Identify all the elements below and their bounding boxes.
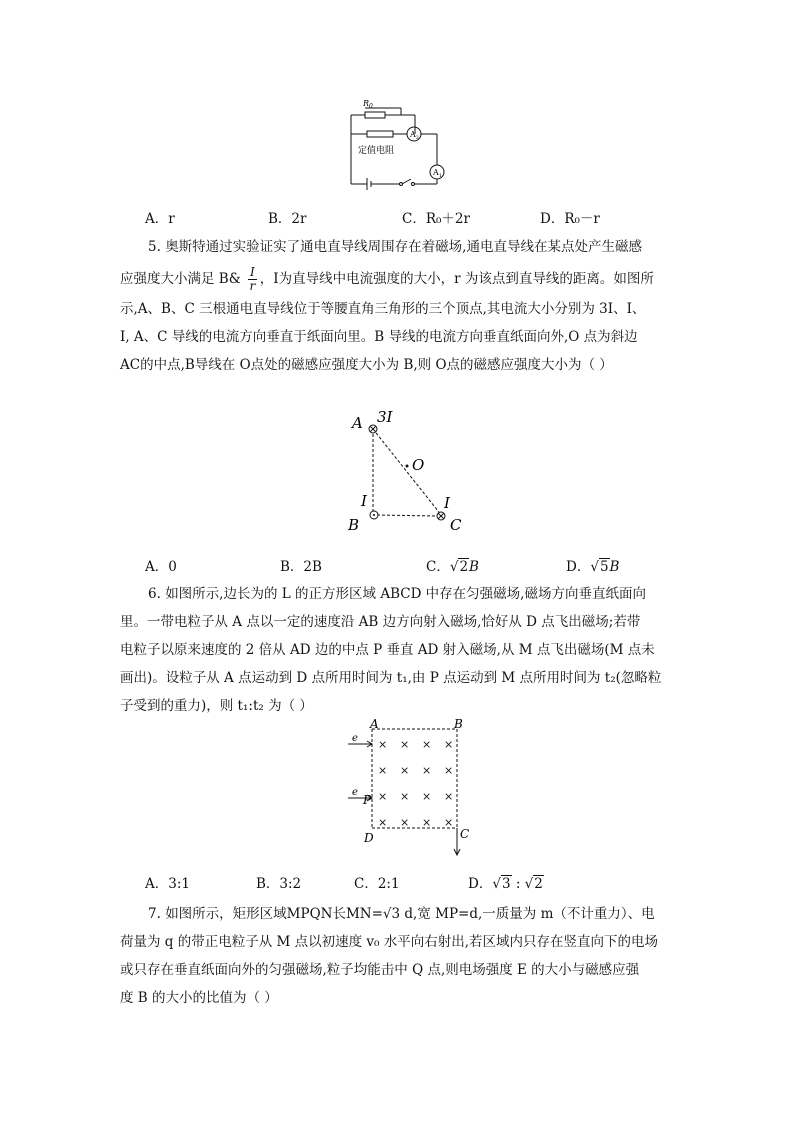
sqrt-symbol: √2	[449, 559, 469, 575]
cross-6: ×	[400, 764, 410, 777]
q6-option-d-label: D．	[468, 876, 493, 892]
q5-line2-pre: 应强度大小满足 B&	[120, 271, 246, 287]
option-tail: B	[609, 559, 620, 575]
cross-2: ×	[400, 738, 410, 751]
cross-8: ×	[444, 764, 454, 777]
fraction-num: I	[250, 265, 255, 279]
r0-label: R	[363, 99, 370, 108]
a2-sub: 2	[415, 135, 419, 141]
q6-option-c[interactable]: C．2:1	[354, 876, 400, 892]
q5-option-c-label: C．	[426, 559, 450, 575]
switch	[402, 179, 411, 184]
a1-label: A	[433, 168, 439, 177]
sqrt-radicand: 2	[459, 559, 469, 575]
q4-option-b[interactable]: B．2r	[268, 211, 307, 227]
q6-number: 6.	[148, 586, 161, 602]
q6-option-b[interactable]: B．3:2	[256, 876, 302, 892]
q4-option-a[interactable]: A．r	[145, 211, 175, 227]
sqrt-radicand: 3	[501, 876, 511, 892]
cross-7: ×	[422, 764, 432, 777]
cross-4: ×	[444, 738, 454, 751]
label-a: A	[352, 414, 363, 432]
label-i-b: I	[361, 492, 367, 510]
a1-sub: 1	[438, 173, 442, 179]
cross-16: ×	[444, 816, 454, 829]
q7-number: 7.	[148, 906, 161, 922]
q6-line5: 子受到的重力)，则 t₁:t₂ 为（ ）	[120, 698, 313, 714]
sqrt-symbol: √5	[590, 559, 609, 575]
cross-13: ×	[378, 816, 388, 829]
option-tail: B	[469, 559, 479, 575]
label-c: C	[450, 516, 462, 534]
q4-option-d[interactable]: D．R₀－r	[540, 211, 600, 227]
sqrt-radicand: 5	[599, 559, 609, 575]
sqrt-radicand: 2	[534, 876, 543, 892]
q5-option-d[interactable]	[566, 555, 619, 575]
circuit-figure	[345, 98, 445, 190]
cross-3: ×	[422, 738, 432, 751]
q5-line5: AC的中点,B导线在 O点处的磁感应强度大小为 B,则 O点的磁感应强度大小为（ ）	[120, 357, 613, 373]
square-field-figure	[344, 718, 474, 860]
q5-text	[120, 233, 680, 379]
label-e-top: e	[352, 733, 358, 744]
fixed-resistor-label: 定值电阻	[358, 146, 395, 156]
label-c: C	[460, 827, 470, 841]
cross-9: ×	[378, 790, 388, 803]
r0-resistor	[365, 112, 385, 118]
q5-option-c[interactable]	[426, 555, 479, 575]
q6-option-a[interactable]: A．3:1	[145, 876, 190, 892]
sqrt-symbol: √3	[492, 876, 511, 892]
label-e-mid: e	[352, 787, 358, 798]
q5-option-b[interactable]: B．2B	[280, 559, 322, 575]
q7-text	[120, 900, 680, 1012]
q5-line3: 示,A、B、C 三根通电直导线位于等腰直角三角形的三个顶点,其电流大小分别为 3I、I、	[120, 301, 646, 317]
cross-10: ×	[400, 790, 410, 803]
q5-line4: I, A、C 导线的电流方向垂直于纸面向里。B 导线的电流方向垂直纸面向外,O 点为斜边	[120, 329, 638, 345]
q6-line1: 如图所示,边长为的 L 的正方形区域 ABCD 中存在匀强磁场,磁场方向垂直纸面向	[165, 586, 646, 602]
cross-15: ×	[422, 816, 432, 829]
q7-line4: 度 B 的大小的比值为（ ）	[120, 990, 278, 1006]
label-d: D	[364, 831, 374, 845]
q7-line2: 荷量为 q 的带正电粒子从 M 点以初速度 v₀ 水平向右射出,若区域内只存在竖直向下的电场	[120, 934, 659, 950]
cross-1: ×	[378, 738, 388, 751]
q5-number: 5.	[148, 239, 161, 255]
label-a: A	[370, 718, 379, 731]
label-i-c: I	[444, 494, 450, 512]
label-o: O	[412, 456, 425, 474]
q6-line4: 画出)。设粒子从 A 点运动到 D 点所用时间为 t₁,由 P 点运动到 M 点所用时间为 t₂(忽略粒	[120, 670, 662, 686]
label-3i: 3I	[377, 408, 393, 426]
label-p: P	[363, 793, 372, 807]
svg-text:A2	[409, 130, 419, 141]
q6-option-d[interactable]	[468, 872, 544, 892]
cross-12: ×	[444, 790, 454, 803]
q7-line1: 如图所示，矩形区域MPQN长MN=√3 d,宽 MP=d,一质量为 m（不计重力）、电	[165, 906, 655, 922]
q6-line3: 电粒子以原来速度的 2 倍从 AD 边的中点 P 垂直 AD 射入磁场,从 M 点飞出磁场(M 点未	[120, 642, 655, 658]
cross-grid	[378, 738, 453, 829]
q5-line2-post: ，I为直导线中电流强度的大小，r 为该点到直导线的距离。如图所	[259, 271, 654, 287]
a2-label: A	[410, 130, 416, 139]
fraction-den: r	[249, 279, 256, 293]
sqrt-symbol: √2	[524, 876, 543, 892]
q5-option-a[interactable]: A．0	[145, 559, 177, 575]
q7-line3: 或只存在垂直纸面向外的匀强磁场,粒子均能击中 Q 点,则电场强度 E 的大小与磁感应强	[120, 962, 640, 978]
r0-sub: 0	[369, 103, 373, 110]
svg-text:A1	[432, 168, 442, 179]
triangle-figure	[344, 406, 474, 536]
q6-line2: 里。一带电粒子从 A 点以一定的速度沿 AB 边方向射入磁场,恰好从 D 点飞出磁场;若带	[120, 614, 641, 630]
ratio-sep: :	[511, 876, 525, 892]
point-o	[406, 465, 409, 468]
cross-5: ×	[378, 764, 388, 777]
fixed-resistor	[367, 131, 393, 137]
q5-option-d-label: D．	[566, 559, 591, 575]
cross-14: ×	[400, 816, 410, 829]
label-b: B	[454, 718, 463, 731]
q5-line1: 奥斯特通过实验证实了通电直导线周围存在着磁场,通电直导线在某点处产生磁感	[165, 239, 642, 255]
q5-fraction	[248, 266, 257, 293]
cross-11: ×	[422, 790, 432, 803]
label-b: B	[348, 516, 360, 534]
q6-text	[120, 580, 680, 720]
q4-option-c[interactable]: C．R₀＋2r	[402, 211, 470, 227]
